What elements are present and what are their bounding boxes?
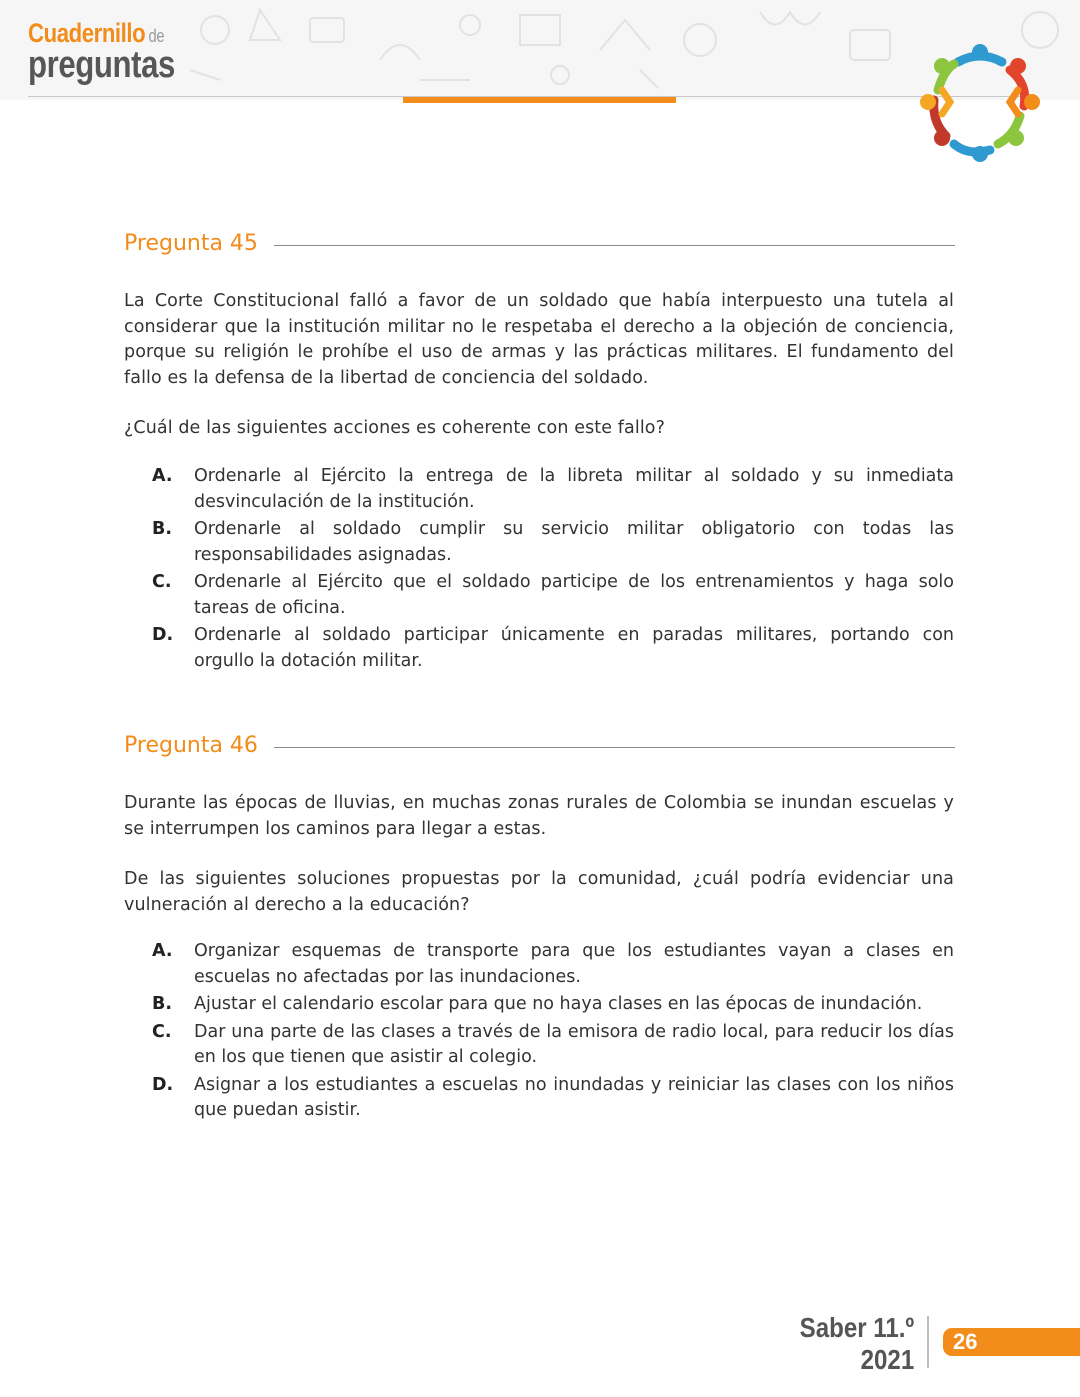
option-b[interactable] [152, 992, 954, 1018]
brand-de: de [148, 26, 165, 46]
footer-exam: Saber 11.º [799, 1312, 914, 1343]
question-45-options [152, 464, 954, 676]
question-46-title: Pregunta 46 [124, 731, 272, 761]
option-a[interactable] [152, 464, 954, 515]
option-letter: D. [152, 625, 174, 645]
option-d[interactable] [152, 1073, 954, 1124]
option-letter: A. [152, 466, 173, 486]
question-45-title: Pregunta 45 [124, 229, 272, 259]
question-46-prompt: De las siguientes soluciones propuestas por la comunidad, ¿cuál podría evidenciar una vulneración al derecho a la educación? [124, 869, 954, 915]
option-text: Asignar a los estudiantes a escuelas no inundadas y reiniciar las clases con los niños que puedan asistir. [194, 1074, 954, 1120]
question-45-prompt: ¿Cuál de las siguientes acciones es coherente con este fallo? [124, 418, 665, 438]
option-b[interactable] [152, 517, 954, 568]
question-45-context: La Corte Constitucional falló a favor de un soldado que había interpuesto una tutela al considerar que la institución militar no le respetaba el derecho a la objeción de conciencia, porque su religión le prohíbe el uso de armas y las prácticas militares. El fundamento del fallo es la defensa de la libertad de conciencia del soldado. [124, 291, 954, 388]
page-number: 26 [953, 1329, 978, 1354]
brand-cuadernillo: Cuadernillo de [28, 18, 165, 48]
question-46-rule [274, 747, 955, 748]
option-text: Organizar esquemas de transporte para que los estudiantes vayan a clases en escuelas no afectadas por las inundaciones. [194, 941, 954, 987]
option-letter: B. [152, 994, 172, 1014]
option-letter: A. [152, 941, 173, 961]
option-text: Ordenarle al soldado cumplir su servicio militar obligatorio con todas las responsabilidades asignadas. [194, 519, 954, 565]
option-letter: B. [152, 519, 172, 539]
footer-exam-label [799, 1312, 914, 1376]
option-letter: C. [152, 1021, 172, 1042]
community-circle-logo-icon [918, 40, 1042, 164]
option-c[interactable] [152, 570, 954, 621]
option-text: Ordenarle al soldado participar únicamente en paradas militares, portando con orgullo la dotación militar. [194, 625, 954, 671]
question-45-rule [274, 245, 955, 246]
option-text: Dar una parte de las clases a través de la emisora de radio local, para reducir los días en los que tienen que asistir al colegio. [194, 1021, 954, 1067]
option-text: Ordenarle al Ejército que el soldado participe de los entrenamientos y haga solo tareas de oficina. [194, 572, 954, 618]
option-text: Ordenarle al Ejército la entrega de la libreta militar al soldado y su inmediata desvinculación de la institución. [194, 466, 954, 512]
brand-preguntas: preguntas [28, 44, 175, 86]
question-45-heading [124, 229, 955, 259]
option-letter: C. [152, 572, 172, 592]
footer-year: 2021 [860, 1344, 914, 1375]
option-a[interactable] [152, 939, 954, 990]
question-46-context: Durante las épocas de lluvias, en muchas zonas rurales de Colombia se inundan escuelas y se interrumpen los caminos para llegar a estas. [124, 793, 954, 839]
footer-divider [927, 1316, 929, 1368]
header-accent-bar [403, 97, 676, 103]
option-letter: D. [152, 1074, 174, 1095]
option-d[interactable] [152, 623, 954, 674]
option-text: Ajustar el calendario escolar para que no haya clases en las épocas de inundación. [194, 994, 923, 1014]
question-46-options [152, 939, 954, 1126]
page-number-tab [943, 1328, 1080, 1356]
question-46-heading [124, 731, 955, 761]
option-c[interactable] [152, 1020, 954, 1071]
